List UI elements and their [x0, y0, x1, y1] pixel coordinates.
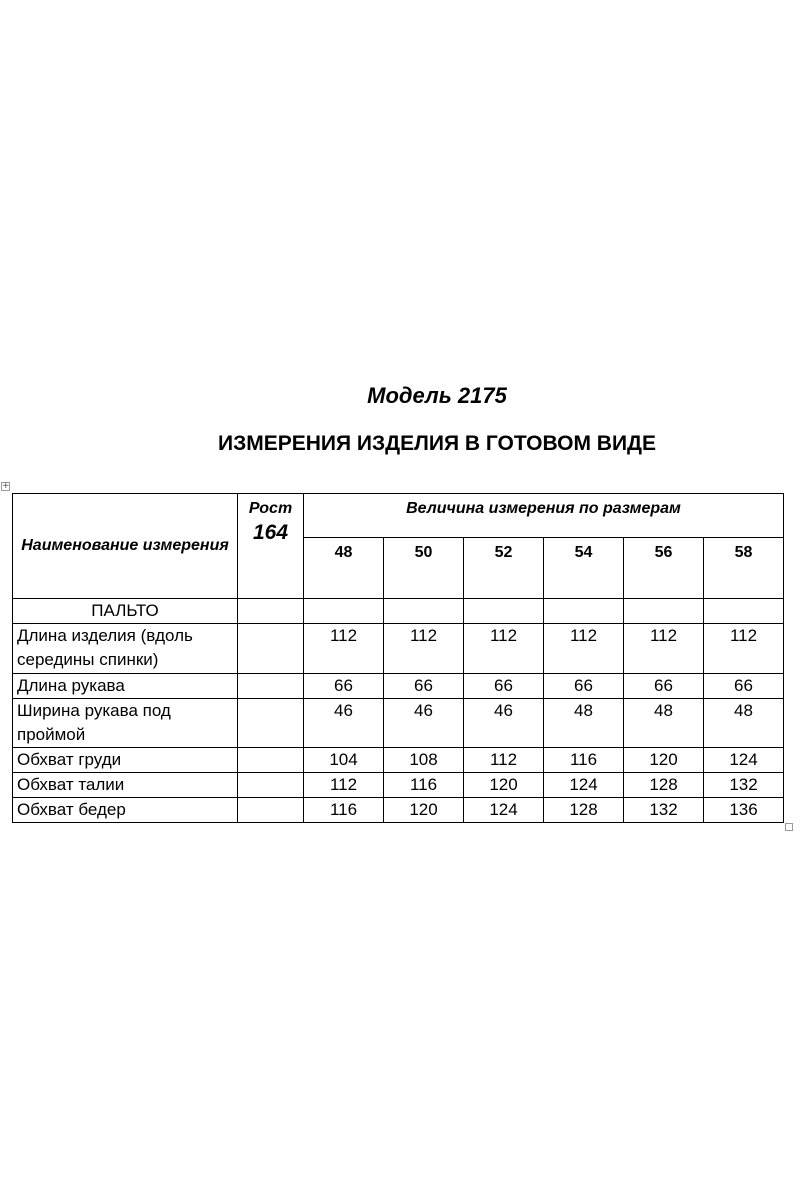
row-value: 66 [704, 674, 784, 699]
row-name: Обхват талии [13, 773, 238, 798]
row-value: 108 [384, 748, 464, 773]
row-value: 104 [304, 748, 384, 773]
row-value: 112 [624, 624, 704, 674]
table-row [13, 674, 784, 699]
row-name: Длина рукава [13, 674, 238, 699]
table-row [13, 798, 784, 823]
size-header: 58 [704, 538, 784, 599]
row-value: 116 [304, 798, 384, 823]
table-resize-handle-icon[interactable] [785, 823, 793, 831]
size-header: 48 [304, 538, 384, 599]
row-value: 120 [624, 748, 704, 773]
table-row [13, 773, 784, 798]
measurement-name-header: Наименование измерения [13, 494, 238, 599]
measurement-table [12, 493, 784, 823]
row-value: 66 [384, 674, 464, 699]
row-value: 112 [464, 748, 544, 773]
size-header: 52 [464, 538, 544, 599]
row-value: 112 [304, 624, 384, 674]
row-value: 46 [304, 699, 384, 748]
row-value: 112 [384, 624, 464, 674]
row-value: 132 [704, 773, 784, 798]
row-value: 46 [464, 699, 544, 748]
height-label: Рост [248, 500, 293, 517]
row-value: 66 [464, 674, 544, 699]
size-header: 54 [544, 538, 624, 599]
row-value: 66 [624, 674, 704, 699]
table-row [13, 699, 784, 748]
table-row [13, 624, 784, 674]
table-row [13, 748, 784, 773]
row-name: Обхват груди [13, 748, 238, 773]
row-name: Ширина рукава под проймой [13, 699, 238, 748]
row-value: 124 [704, 748, 784, 773]
model-title: Модель 2175 [367, 383, 507, 408]
size-header: 50 [384, 538, 464, 599]
row-value: 48 [544, 699, 624, 748]
row-value: 124 [544, 773, 624, 798]
row-value: 128 [544, 798, 624, 823]
row-value: 48 [624, 699, 704, 748]
row-value: 116 [544, 748, 624, 773]
row-value: 66 [304, 674, 384, 699]
row-value: 112 [304, 773, 384, 798]
section-label: ПАЛЬТО [13, 599, 238, 624]
size-header: 56 [624, 538, 704, 599]
row-name: Длина изделия (вдоль середины спинки) [13, 624, 238, 674]
table-move-handle-icon[interactable]: + [2, 481, 10, 491]
row-value: 48 [704, 699, 784, 748]
row-value: 136 [704, 798, 784, 823]
section-row [13, 599, 784, 624]
row-value: 116 [384, 773, 464, 798]
row-value: 112 [544, 624, 624, 674]
row-value: 112 [464, 624, 544, 674]
height-header [238, 494, 304, 599]
row-value: 120 [464, 773, 544, 798]
row-name: Обхват бедер [13, 798, 238, 823]
row-value: 128 [624, 773, 704, 798]
row-value: 120 [384, 798, 464, 823]
row-value: 132 [624, 798, 704, 823]
height-value: 164 [252, 521, 289, 544]
row-value: 66 [544, 674, 624, 699]
row-value: 124 [464, 798, 544, 823]
row-value: 46 [384, 699, 464, 748]
document-heading: ИЗМЕРЕНИЯ ИЗДЕЛИЯ В ГОТОВОМ ВИДЕ [217, 432, 657, 455]
size-group-header: Величина измерения по размерам [304, 494, 784, 538]
row-value: 112 [704, 624, 784, 674]
